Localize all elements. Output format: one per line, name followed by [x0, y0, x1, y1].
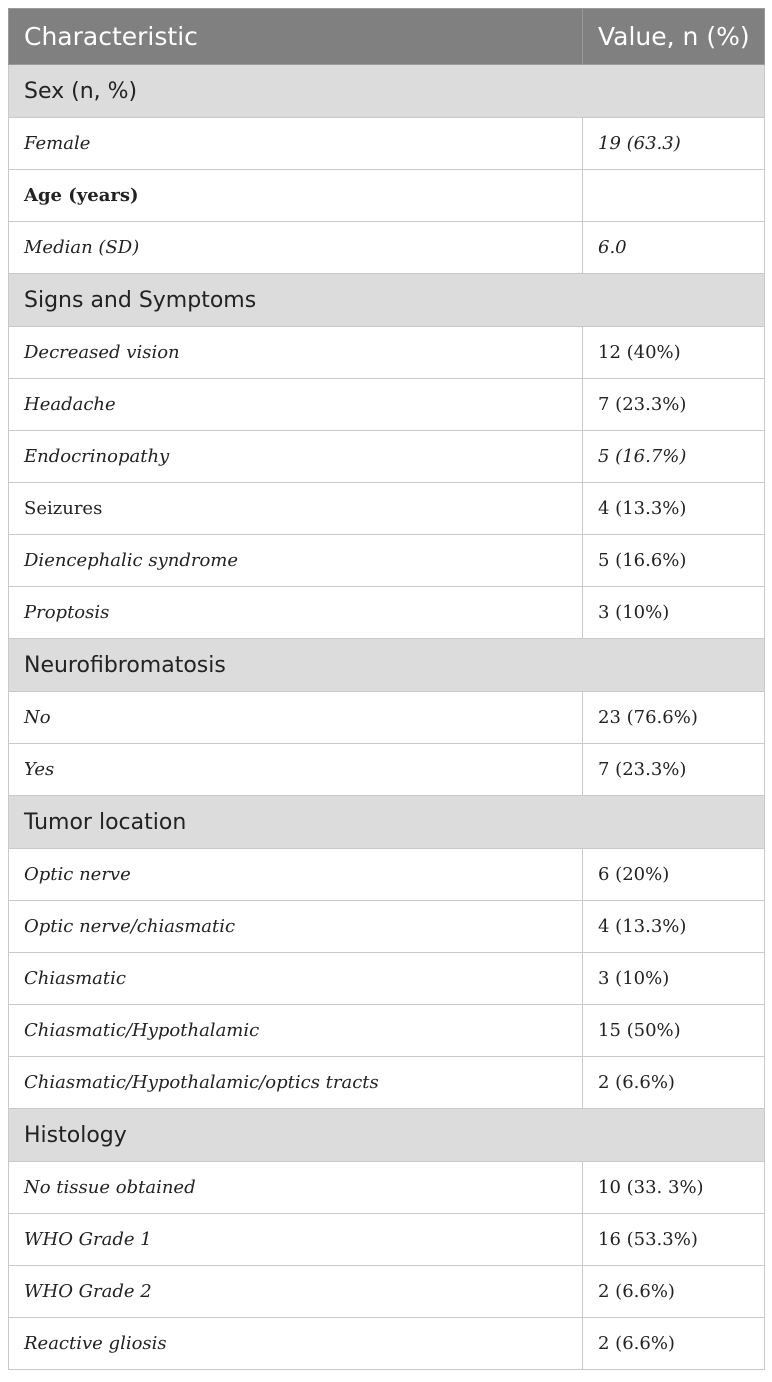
row-label: No [9, 692, 583, 744]
table-row [9, 692, 765, 744]
section-row [9, 639, 765, 692]
row-value: 2 (6.6%) [583, 1318, 765, 1370]
row-label: Decreased vision [9, 327, 583, 379]
row-label: Female [9, 118, 583, 170]
row-label: No tissue obtained [9, 1162, 583, 1214]
row-value: 4 (13.3%) [583, 483, 765, 535]
table-row [9, 483, 765, 535]
row-label: Endocrinopathy [9, 431, 583, 483]
row-value: 3 (10%) [583, 953, 765, 1005]
section-label: Neurofibromatosis [9, 639, 765, 692]
row-value: 2 (6.6%) [583, 1057, 765, 1109]
row-label: Proptosis [9, 587, 583, 639]
row-value [583, 170, 765, 222]
table-row [9, 587, 765, 639]
row-value: 12 (40%) [583, 327, 765, 379]
table-row [9, 327, 765, 379]
row-label: Median (SD) [9, 222, 583, 274]
table-header [9, 9, 765, 65]
section-row [9, 796, 765, 849]
row-value: 5 (16.7%) [583, 431, 765, 483]
row-value: 19 (63.3) [583, 118, 765, 170]
row-value: 7 (23.3%) [583, 379, 765, 431]
row-label: Age (years) [9, 170, 583, 222]
table-row [9, 953, 765, 1005]
row-label: Chiasmatic/Hypothalamic/optics tracts [9, 1057, 583, 1109]
table-row [9, 118, 765, 170]
row-value: 23 (76.6%) [583, 692, 765, 744]
table-body [9, 65, 765, 1370]
table-row [9, 1266, 765, 1318]
table-row [9, 1057, 765, 1109]
section-row [9, 274, 765, 327]
table-row [9, 849, 765, 901]
characteristics-table [8, 8, 765, 1370]
section-label: Sex (n, %) [9, 65, 765, 118]
section-row [9, 1109, 765, 1162]
row-value: 4 (13.3%) [583, 901, 765, 953]
table-row [9, 1005, 765, 1057]
row-value: 5 (16.6%) [583, 535, 765, 587]
table-row [9, 1318, 765, 1370]
row-label: Diencephalic syndrome [9, 535, 583, 587]
table-row [9, 1214, 765, 1266]
row-value: 6 (20%) [583, 849, 765, 901]
table-row [9, 431, 765, 483]
row-label: Yes [9, 744, 583, 796]
row-value: 2 (6.6%) [583, 1266, 765, 1318]
table-row [9, 901, 765, 953]
row-label: Chiasmatic [9, 953, 583, 1005]
table-row [9, 744, 765, 796]
header-value: Value, n (%) [583, 9, 765, 65]
row-label: Reactive gliosis [9, 1318, 583, 1370]
row-label: Seizures [9, 483, 583, 535]
row-value: 10 (33. 3%) [583, 1162, 765, 1214]
row-label: Headache [9, 379, 583, 431]
row-value: 6.0 [583, 222, 765, 274]
table-row [9, 1162, 765, 1214]
row-value: 15 (50%) [583, 1005, 765, 1057]
section-label: Tumor location [9, 796, 765, 849]
section-label: Signs and Symptoms [9, 274, 765, 327]
row-value: 16 (53.3%) [583, 1214, 765, 1266]
table-row [9, 170, 765, 222]
section-row [9, 65, 765, 118]
row-label: WHO Grade 1 [9, 1214, 583, 1266]
table-row [9, 222, 765, 274]
row-label: Optic nerve [9, 849, 583, 901]
characteristics-table-container [8, 8, 764, 1370]
section-label: Histology [9, 1109, 765, 1162]
row-value: 3 (10%) [583, 587, 765, 639]
table-row [9, 379, 765, 431]
row-value: 7 (23.3%) [583, 744, 765, 796]
row-label: Optic nerve/chiasmatic [9, 901, 583, 953]
table-row [9, 535, 765, 587]
header-characteristic: Characteristic [9, 9, 583, 65]
row-label: WHO Grade 2 [9, 1266, 583, 1318]
header-row [9, 9, 765, 65]
row-label: Chiasmatic/Hypothalamic [9, 1005, 583, 1057]
